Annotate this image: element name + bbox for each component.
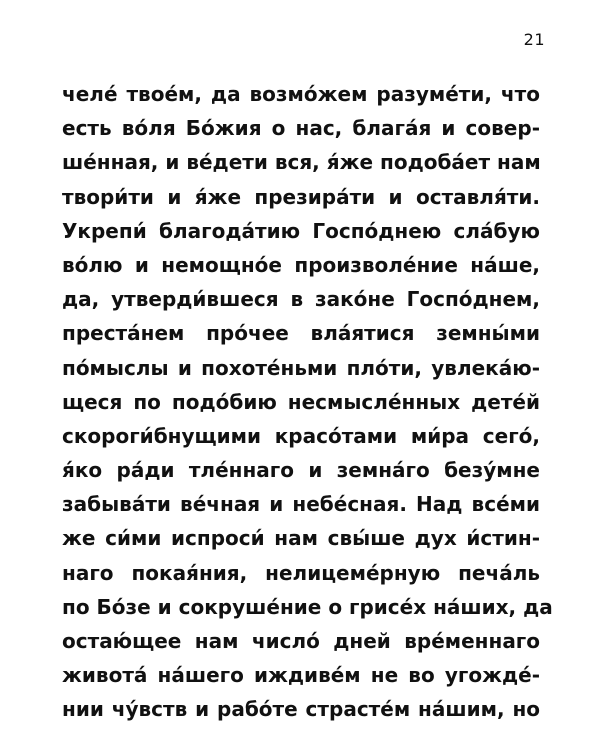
text-line-17: остаю́щее нам число́ дней вре́меннаго [62,629,540,653]
text-line-16: по Бо́зе и сокруше́ние о грисе́х на́ших, да [62,594,553,619]
text-line-14: же си́ми испроси́ нам свы́ше дух и́стин- [62,526,540,551]
text-line-13: забыва́ти ве́чная и небе́сная. Над все́ми [62,492,540,517]
text-line-6: во́лю и немощно́е произволе́ние на́ше, [62,252,540,277]
text-line-18: живота́ на́шего иждиве́м не во угожде́- [62,663,540,688]
page-number: 21 [523,30,545,49]
text-line-5: Укрепи́ благода́тию Госпо́днею сла́бую [62,218,540,243]
text-line-19: нии чу́вств и рабо́те страсте́м на́шим, но [62,697,540,722]
text-line-10: щеся по подо́бию несмысле́нных дете́й [62,389,540,414]
text-line-15: наго покая́ния, нелицеме́рную печа́ль [62,560,540,585]
text-line-8: преста́нем про́чее вла́ятися земны́ми [62,321,540,346]
prayer-text-block [62,77,553,727]
text-line-7: да, утверди́вшеся в зако́не Госпо́днем, [62,287,540,312]
text-line-12: я́ко ра́ди тле́ннаго и земна́го безу́мне [62,458,540,483]
text-line-11: скороги́бнущими красо́тами ми́ра сего́, [62,423,540,448]
text-line-3: ше́нная, и ве́дети вся, я́же подоба́ет нам [62,150,541,175]
text-line-1: челе́ твое́м, да возмо́жем разуме́ти, что [62,82,540,106]
text-line-2: есть во́ля Бо́жия о нас, блага́я и совер- [62,116,540,141]
text-line-4: твори́ти и я́же презира́ти и оставля́ти. [62,184,540,209]
text-line-9: по́мыслы и похоте́ньми пло́ти, увлека́ю- [62,355,540,380]
